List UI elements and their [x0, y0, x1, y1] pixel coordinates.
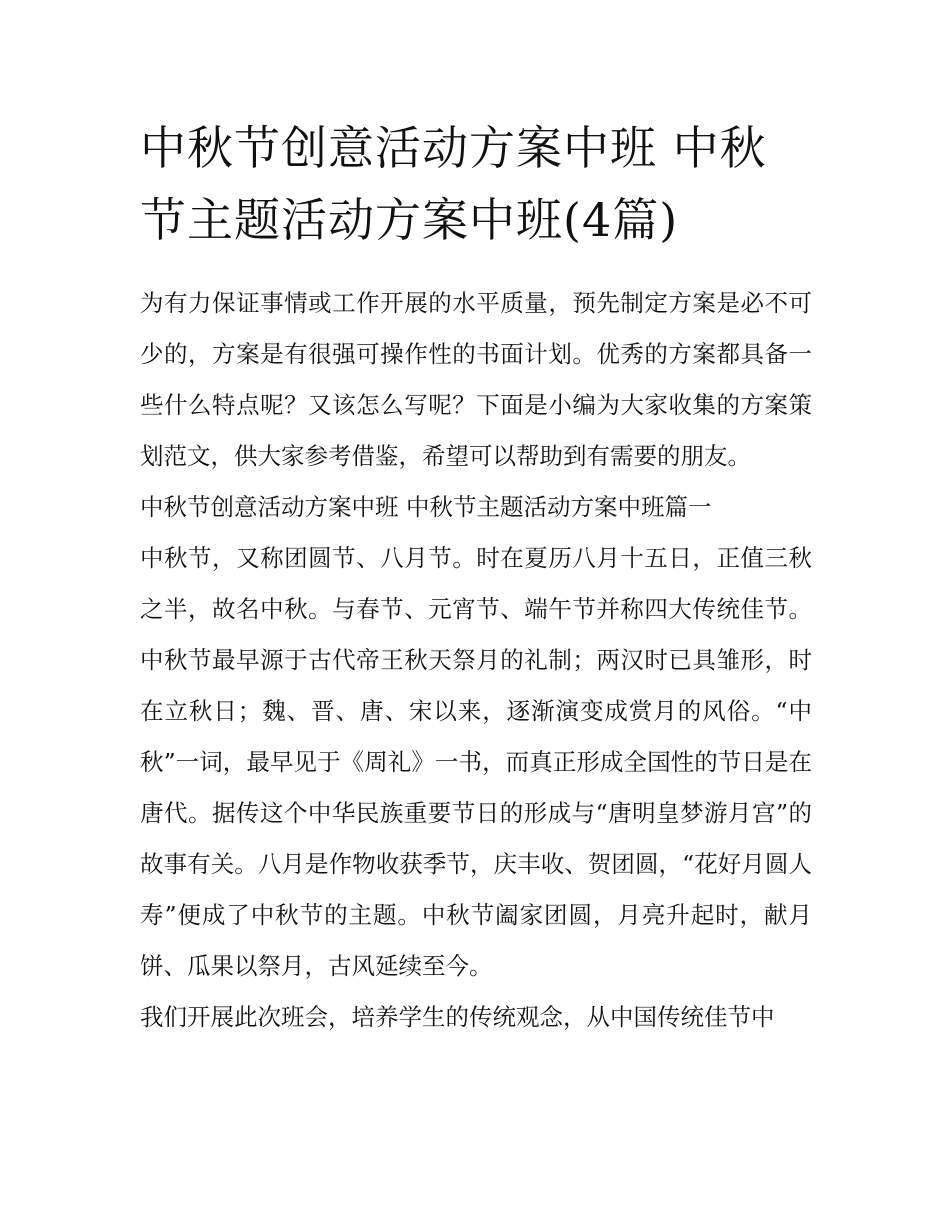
document-page [140, 112, 812, 1043]
body-paragraph-2: 我们开展此次班会，培养学生的传统观念，从中国传统佳节中 [140, 1003, 775, 1031]
title-block [140, 112, 810, 256]
body-paragraph-1: 中秋节，又称团圆节、八月节。时在夏历八月十五日，正值三秋之半，故名中秋。与春节、元宵节、端午节并称四大传统佳节。中秋节最早源于古代帝王秋天祭月的礼制；两汉时已具雏形，时在立秋日；魏、晋、唐、宋以来，逐渐演变成赏月的风俗。“中秋”一词，最早见于《周礼》一书，而真正形成全国性的节日是在唐代。据传这个中华民族重要节日的形成与“唐明皇梦游月宫”的故事有关。八月是作物收获季节，庆丰收、贺团圆，“花好月圆人寿”便成了中秋节的主题。中秋节阖家团圆，月亮升起时，献月饼、瓜果以祭月，古风延续至今。 [140, 544, 812, 980]
document-title: 中秋节创意活动方案中班 中秋节主题活动方案中班(4篇) [140, 121, 767, 247]
section-heading: 中秋节创意活动方案中班 中秋节主题活动方案中班篇一 [140, 493, 712, 521]
intro-paragraph: 为有力保证事情或工作开展的水平质量，预先制定方案是必不可少的，方案是有很强可操作性的书面计划。优秀的方案都具备一些什么特点呢？又该怎么写呢？下面是小编为大家收集的方案策划范文，供大家参考借鉴，希望可以帮助到有需要的朋友。 [140, 289, 812, 470]
